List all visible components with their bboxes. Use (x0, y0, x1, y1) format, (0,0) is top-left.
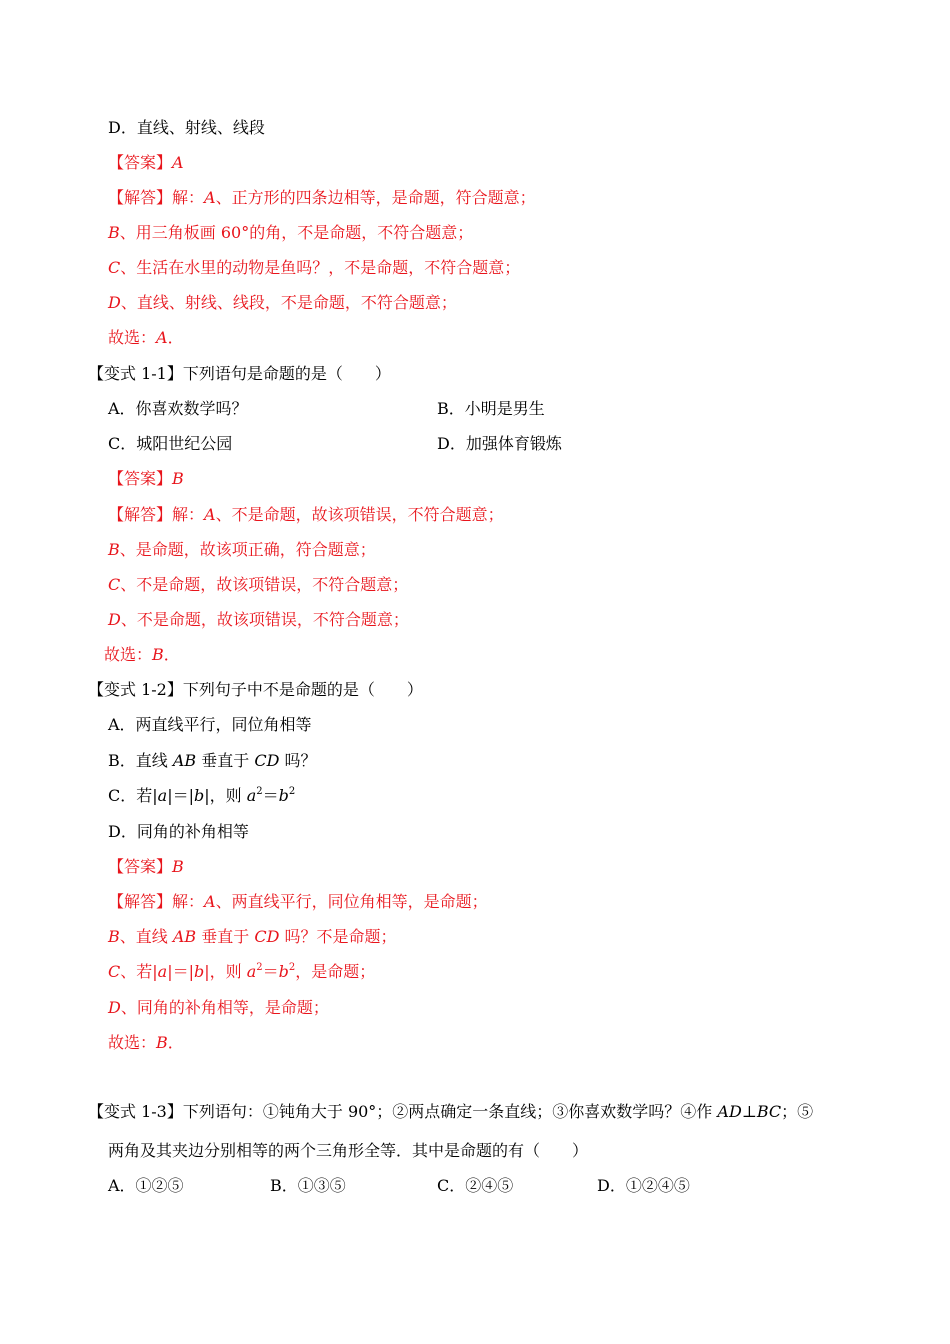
analysis-text: 、直线、射线、线段，不是命题，不符合题意； (120, 293, 457, 312)
analysis-text: 、不是命题，故该项错误，不符合题意； (120, 575, 409, 594)
exponent: 2 (288, 962, 296, 973)
math-var: CD (254, 927, 280, 946)
option-text: 垂直于 (196, 751, 255, 770)
analysis-label: 【解答】 (108, 892, 173, 911)
option-letter: A (204, 188, 216, 207)
analysis-line-b (108, 926, 397, 948)
question-stem: 下列语句：①钝角大于 90°；②两点确定一条直线；③你喜欢数学吗？④作 (182, 1102, 718, 1121)
math-var: CD (254, 751, 280, 770)
option-d: D．①②④⑤ (597, 1176, 690, 1195)
math-var: BC (756, 1102, 782, 1121)
analysis-text: 、正方形的四条边相等，是命题，符合题意； (215, 188, 536, 207)
analysis-text: ，是命题； (295, 962, 376, 981)
analysis-text: |＝| (167, 962, 194, 981)
answer-label: 【答案】 (108, 469, 173, 488)
choose-line (104, 644, 180, 666)
option-a: A．你喜欢数学吗？ (108, 399, 248, 418)
analysis-line-d (108, 997, 329, 1019)
analysis-text: 、生活在水里的动物是鱼吗？，不是命题，不符合题意； (120, 258, 521, 277)
question-stem: 下列语句是命题的是（ ） (182, 364, 391, 383)
question-stem-line2: 两角及其夹边分别相等的两个三角形全等．其中是命题的有（ ） (108, 1141, 589, 1160)
option-d: D．直线、射线、线段 (108, 118, 265, 137)
analysis-line-d (108, 292, 457, 314)
choose-end: ． (167, 328, 184, 347)
analysis-text: 、直线 (119, 927, 173, 946)
equals-sign: ＝ (262, 786, 279, 805)
analysis-text: |，则 (204, 962, 247, 981)
answer-value: B (172, 857, 184, 876)
analysis-line-a (108, 504, 504, 526)
analysis-text: 吗？不是命题； (279, 927, 397, 946)
option-text: C．若| (108, 786, 158, 805)
math-var: a (157, 962, 168, 981)
answer-value: B (172, 469, 184, 488)
analysis-text: 垂直于 (196, 927, 255, 946)
option-letter: C (108, 258, 121, 277)
analysis-line-c (108, 574, 408, 596)
option-d: D．加强体育锻炼 (437, 434, 562, 453)
analysis-prefix: 解： (172, 188, 205, 207)
math-var: b (193, 786, 205, 805)
choose-end: ． (163, 645, 180, 664)
option-text: |，则 (204, 786, 247, 805)
option-text: 吗？ (279, 751, 317, 770)
option-b: B．小明是男生 (437, 399, 545, 418)
question-stem: 下列句子中不是命题的是（ ） (182, 680, 423, 699)
choose-end: ． (167, 1033, 184, 1052)
analysis-line-b (108, 539, 376, 561)
question-label: 【变式 1-3】 (88, 1102, 183, 1121)
question-1-3 (88, 1101, 813, 1123)
math-var: a (246, 962, 257, 981)
analysis-text: 、两直线平行，同位角相等，是命题； (215, 892, 488, 911)
choose-prefix: 故选： (108, 1033, 157, 1052)
math-var: a (246, 786, 257, 805)
option-letter: C (108, 575, 121, 594)
question-1-2 (88, 679, 423, 701)
answer-line (108, 152, 184, 174)
analysis-line-b (108, 222, 473, 244)
option-letter: D (108, 293, 121, 312)
math-var: AB (172, 927, 197, 946)
option-letter: A (204, 505, 216, 524)
math-var: b (278, 962, 289, 981)
analysis-line-a (108, 891, 488, 913)
exponent: 2 (256, 786, 263, 797)
option-d: D．同角的补角相等 (108, 822, 249, 841)
option-letter: B (108, 223, 120, 242)
analysis-line-c (108, 257, 520, 279)
analysis-text: 、不是命题，故该项错误，不符合题意； (120, 610, 409, 629)
analysis-text: 、若| (120, 962, 158, 981)
option-letter: D (108, 998, 121, 1017)
choose-value: A (156, 328, 168, 347)
exponent: 2 (288, 786, 296, 797)
choose-value: B (152, 645, 164, 664)
option-c (108, 785, 295, 807)
analysis-text: 、用三角板画 60°的角，不是命题，不符合题意； (119, 223, 474, 242)
option-c: C．城阳世纪公园 (108, 434, 233, 453)
exponent: 2 (256, 962, 263, 973)
analysis-text: 、不是命题，故该项错误，不符合题意； (215, 505, 504, 524)
answer-line (108, 856, 184, 878)
math-var: a (157, 786, 168, 805)
equals-sign: ＝ (262, 962, 279, 981)
option-letter: B (108, 540, 120, 559)
option-b: B．①③⑤ (270, 1176, 346, 1195)
analysis-prefix: 解： (172, 892, 205, 911)
analysis-line-d (108, 609, 409, 631)
analysis-text: 、同角的补角相等，是命题； (120, 998, 329, 1017)
option-letter: D (108, 610, 121, 629)
choose-prefix: 故选： (108, 328, 157, 347)
choose-line (108, 1032, 184, 1054)
answer-value: A (172, 153, 184, 172)
answer-line (108, 468, 184, 490)
option-b (108, 750, 317, 772)
choose-prefix: 故选： (104, 645, 153, 664)
question-stem: ；⑤ (781, 1102, 814, 1121)
analysis-label: 【解答】 (108, 188, 173, 207)
question-label: 【变式 1-2】 (88, 680, 183, 699)
analysis-label: 【解答】 (108, 505, 173, 524)
analysis-line-c (108, 961, 375, 983)
analysis-text: 、是命题，故该项正确，符合题意； (119, 540, 376, 559)
answer-label: 【答案】 (108, 153, 173, 172)
option-text: |＝| (167, 786, 194, 805)
choose-line (108, 327, 184, 349)
option-a: A．①②⑤ (108, 1176, 184, 1195)
math-var: AD (717, 1102, 742, 1121)
math-var: b (278, 786, 289, 805)
analysis-prefix: 解： (172, 505, 205, 524)
answer-label: 【答案】 (108, 857, 173, 876)
option-text: B．直线 (108, 751, 173, 770)
question-label: 【变式 1-1】 (88, 364, 183, 383)
option-c: C．②④⑤ (437, 1176, 514, 1195)
perpendicular-sign: ⊥ (741, 1102, 757, 1121)
option-letter: B (108, 927, 120, 946)
question-1-1 (88, 363, 391, 385)
analysis-line-a (108, 187, 536, 209)
choose-value: B (156, 1033, 168, 1052)
option-letter: A (204, 892, 216, 911)
option-a: A．两直线平行，同位角相等 (108, 715, 312, 734)
math-var: AB (172, 751, 197, 770)
math-var: b (194, 962, 205, 981)
option-letter: C (108, 962, 121, 981)
